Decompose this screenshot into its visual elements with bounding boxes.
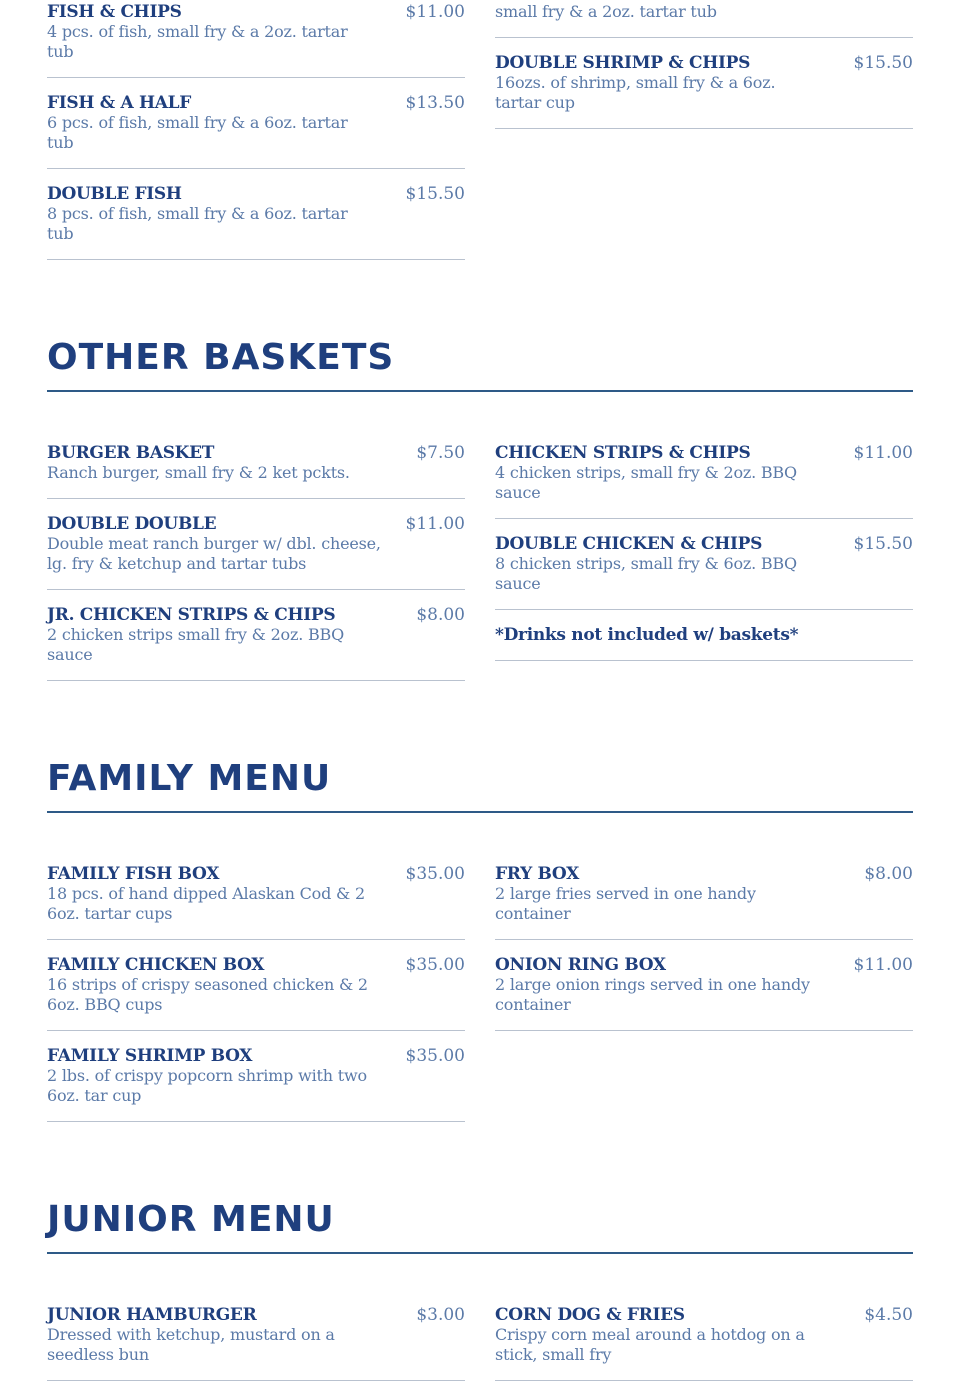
section-title-other-baskets: OTHER BASKETS xyxy=(47,337,395,378)
menu-item-chicken-strips-and-chips xyxy=(495,443,913,519)
item-price: $11.00 xyxy=(405,514,465,534)
item-name: DOUBLE FISH xyxy=(47,184,182,204)
item-name: JUNIOR HAMBURGER xyxy=(47,1305,257,1325)
item-price: $35.00 xyxy=(405,1046,465,1066)
menu-item-partial-top xyxy=(495,0,913,38)
item-description: 18 pcs. of hand dipped Alaskan Cod & 2 6oz. tartar cups xyxy=(47,884,365,923)
item-price: $11.00 xyxy=(853,955,913,975)
item-name: CHICKEN STRIPS & CHIPS xyxy=(495,443,751,463)
item-description: 2 lbs. of crispy popcorn shrimp with two 6oz. tar cup xyxy=(47,1066,367,1105)
item-name: FISH & A HALF xyxy=(47,93,192,113)
drinks-note: *Drinks not included w/ baskets* xyxy=(495,625,799,645)
menu-item-fish-and-chips xyxy=(47,2,465,78)
item-name: BURGER BASKET xyxy=(47,443,215,463)
item-description: 8 pcs. of fish, small fry & a 6oz. tartar tub xyxy=(47,204,348,243)
menu-item-double-double xyxy=(47,514,465,590)
item-description: 2 large fries served in one handy container xyxy=(495,884,756,923)
menu-item-onion-ring-box xyxy=(495,955,913,1031)
item-description: 16ozs. of shrimp, small fry & a 6oz. tartar cup xyxy=(495,73,776,112)
section-title-junior-menu: JUNIOR MENU xyxy=(47,1199,335,1240)
menu-item-fry-box xyxy=(495,864,913,940)
item-price: $4.50 xyxy=(864,1305,913,1325)
menu-item-double-chicken-and-chips xyxy=(495,534,913,610)
menu-item-family-chicken-box xyxy=(47,955,465,1031)
item-name: FISH & CHIPS xyxy=(47,2,182,22)
item-description: 2 large onion rings served in one handy container xyxy=(495,975,810,1014)
item-description: Ranch burger, small fry & 2 ket pckts. xyxy=(47,463,350,482)
item-price: $11.00 xyxy=(853,443,913,463)
item-name: FAMILY CHICKEN BOX xyxy=(47,955,265,975)
item-price: $13.50 xyxy=(405,93,465,113)
item-description: small fry & a 2oz. tartar tub xyxy=(495,2,717,21)
item-price: $8.00 xyxy=(864,864,913,884)
item-price: $15.50 xyxy=(405,184,465,204)
menu-item-double-fish xyxy=(47,184,465,260)
item-description: 8 chicken strips, small fry & 6oz. BBQ sauce xyxy=(495,554,797,593)
drinks-note-row xyxy=(495,625,913,661)
menu-item-junior-hamburger xyxy=(47,1305,465,1381)
item-price: $7.50 xyxy=(416,443,465,463)
item-name: ONION RING BOX xyxy=(495,955,666,975)
menu-item-fish-and-a-half xyxy=(47,93,465,169)
item-description: 2 chicken strips small fry & 2oz. BBQ sauce xyxy=(47,625,345,664)
section-divider xyxy=(47,390,913,392)
menu-item-family-fish-box xyxy=(47,864,465,940)
menu-item-corn-dog-and-fries xyxy=(495,1305,913,1381)
item-description: Dressed with ketchup, mustard on a seedless bun xyxy=(47,1325,335,1364)
section-title-family-menu: FAMILY MENU xyxy=(47,758,332,799)
item-price: $15.50 xyxy=(853,534,913,554)
item-name: CORN DOG & FRIES xyxy=(495,1305,685,1325)
item-price: $8.00 xyxy=(416,605,465,625)
section-divider xyxy=(47,1252,913,1254)
section-divider xyxy=(47,811,913,813)
item-description: 16 strips of crispy seasoned chicken & 2 6oz. BBQ cups xyxy=(47,975,368,1014)
item-name: DOUBLE SHRIMP & CHIPS xyxy=(495,53,751,73)
item-description: Crispy corn meal around a hotdog on a stick, small fry xyxy=(495,1325,805,1364)
item-name: DOUBLE CHICKEN & CHIPS xyxy=(495,534,763,554)
item-name: FAMILY FISH BOX xyxy=(47,864,220,884)
menu-item-double-shrimp-and-chips xyxy=(495,53,913,129)
item-description: Double meat ranch burger w/ dbl. cheese, lg. fry & ketchup and tartar tubs xyxy=(47,534,381,573)
item-name: FRY BOX xyxy=(495,864,580,884)
item-description: 6 pcs. of fish, small fry & a 6oz. tartar tub xyxy=(47,113,348,152)
menu-item-family-shrimp-box xyxy=(47,1046,465,1122)
item-price: $35.00 xyxy=(405,864,465,884)
item-name: FAMILY SHRIMP BOX xyxy=(47,1046,253,1066)
item-description: 4 pcs. of fish, small fry & a 2oz. tartar tub xyxy=(47,22,348,61)
menu-item-burger-basket xyxy=(47,443,465,499)
item-name: DOUBLE DOUBLE xyxy=(47,514,217,534)
item-description: 4 chicken strips, small fry & 2oz. BBQ sauce xyxy=(495,463,797,502)
item-price: $35.00 xyxy=(405,955,465,975)
item-price: $15.50 xyxy=(853,53,913,73)
menu-item-jr-chicken-strips xyxy=(47,605,465,681)
item-price: $11.00 xyxy=(405,2,465,22)
item-price: $3.00 xyxy=(416,1305,465,1325)
item-name: JR. CHICKEN STRIPS & CHIPS xyxy=(47,605,336,625)
